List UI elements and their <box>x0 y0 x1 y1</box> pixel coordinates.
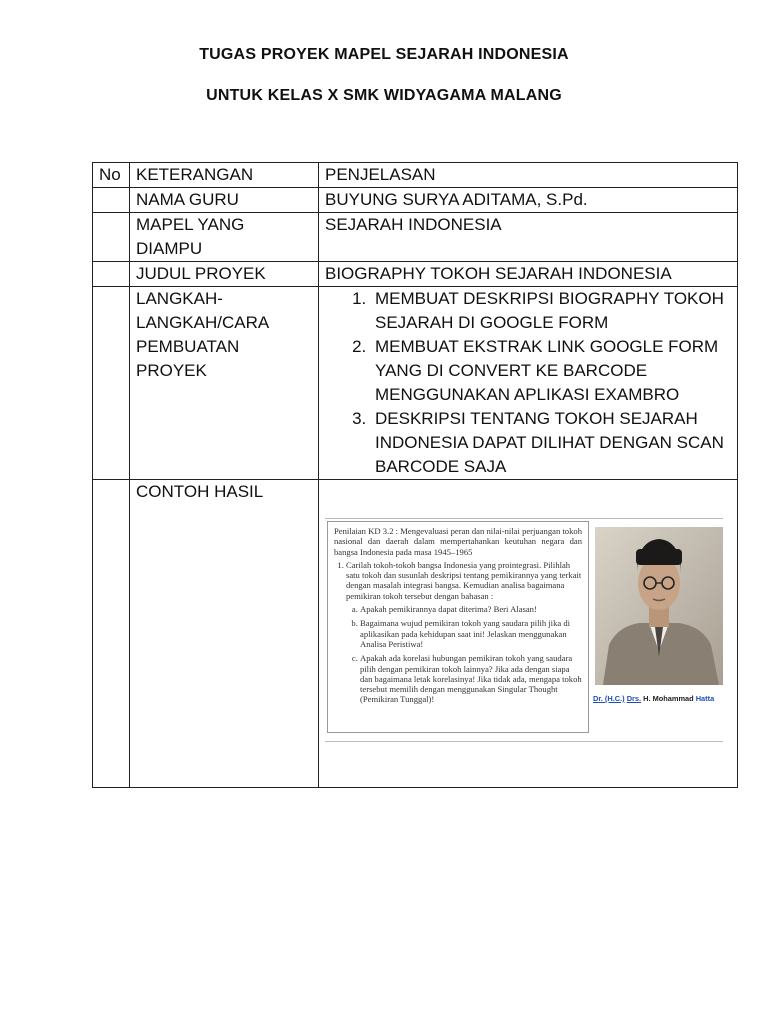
caption-name: H. Mohammad <box>643 694 694 703</box>
header-keterangan: KETERANGAN <box>130 163 319 188</box>
example-instruction-text: Carilah tokoh-tokoh bangsa Indonesia yang prointegrasi. Pilihlah satu tokoh dan susunlah deskripsi tentang pemikirannya yang terkait dengan masalah integrasi bangsa. Kemudian analisa bagaimana pemikiran tokoh tersebut dengan bahasan : <box>346 559 582 601</box>
row-no-cell <box>93 262 130 287</box>
row-label: MAPEL YANG DIAMPU <box>130 213 319 262</box>
row-no-cell <box>93 480 130 788</box>
step-item: 1. MEMBUAT DESKRIPSI BIOGRAPHY TOKOH SEJARAH DI GOOGLE FORM <box>371 287 731 335</box>
caption-dr: Dr. (H.C.) <box>593 694 625 703</box>
row-value: BIOGRAPHY TOKOH SEJARAH INDONESIA <box>319 262 738 287</box>
table-header-row <box>93 163 738 188</box>
row-no-cell <box>93 188 130 213</box>
example-cell <box>319 480 738 788</box>
step-item: 3. DESKRIPSI TENTANG TOKOH SEJARAH INDONESIA DAPAT DILIHAT DENGAN SCAN BARCODE SAJA <box>371 407 731 479</box>
row-label: LANGKAH-LANGKAH/CARA PEMBUATAN PROYEK <box>130 287 319 480</box>
example-question-list <box>346 604 582 705</box>
table-row <box>93 213 738 262</box>
example-instruction-list <box>334 560 582 705</box>
portrait-photo <box>595 527 723 707</box>
portrait-image <box>595 527 723 685</box>
document-subtitle: UNTUK KELAS X SMK WIDYAGAMA MALANG <box>206 87 562 104</box>
example-assignment-text <box>327 521 589 733</box>
header-penjelasan: PENJELASAN <box>319 163 738 188</box>
row-value: SEJARAH INDONESIA <box>319 213 738 262</box>
project-table <box>92 162 738 788</box>
row-value: BUYUNG SURYA ADITAMA, S.Pd. <box>319 188 738 213</box>
table-row <box>93 480 738 788</box>
row-no-cell <box>93 213 130 262</box>
steps-list <box>325 287 731 479</box>
header-no: No <box>93 163 130 188</box>
table-row <box>93 262 738 287</box>
portrait-caption <box>593 687 723 711</box>
step-item: 2. MEMBUAT EKSTRAK LINK GOOGLE FORM YANG DI CONVERT KE BARCODE MENGGUNAKAN APLIKASI EXAMBRO <box>371 335 731 407</box>
example-result <box>319 518 737 740</box>
document-title: TUGAS PROYEK MAPEL SEJARAH INDONESIA <box>199 46 569 63</box>
table-row <box>93 287 738 480</box>
caption-drs: Drs. <box>626 694 642 703</box>
row-label: CONTOH HASIL <box>130 480 319 788</box>
example-image <box>325 518 723 742</box>
example-question: c. Apakah ada korelasi hubungan pemikiran tokoh yang saudara pilih dengan pemikiran tokoh lainnya? Jika ada dengan siapa dan bagaimana letak korelasinya! Jika tidak ada, mengapa tokoh tersebut memilih dengan menggunakan Singular Thought (Pemikiran Tunggal)! <box>360 653 582 704</box>
row-label: NAMA GURU <box>130 188 319 213</box>
row-label: JUDUL PROYEK <box>130 262 319 287</box>
table-row <box>93 188 738 213</box>
caption-hatta: Hatta <box>695 694 715 703</box>
row-steps-cell <box>319 287 738 480</box>
example-heading: Penilaian KD 3.2 : Mengevaluasi peran dan nilai-nilai perjuangan tokoh nasional dan daerah dalam mempertahankan keutuhan negara dan bangsa Indonesia pada masa 1945–1965 <box>334 526 582 557</box>
example-instruction <box>346 560 582 705</box>
example-question: b. Bagaimana wujud pemikiran tokoh yang saudara pilih jika di aplikasikan pada kehidupan saat ini! Jelaskan menggunakan Analisa Peristiwa! <box>360 618 582 649</box>
row-no-cell <box>93 287 130 480</box>
example-question: a. Apakah pemikirannya dapat diterima? Beri Alasan! <box>360 604 582 614</box>
